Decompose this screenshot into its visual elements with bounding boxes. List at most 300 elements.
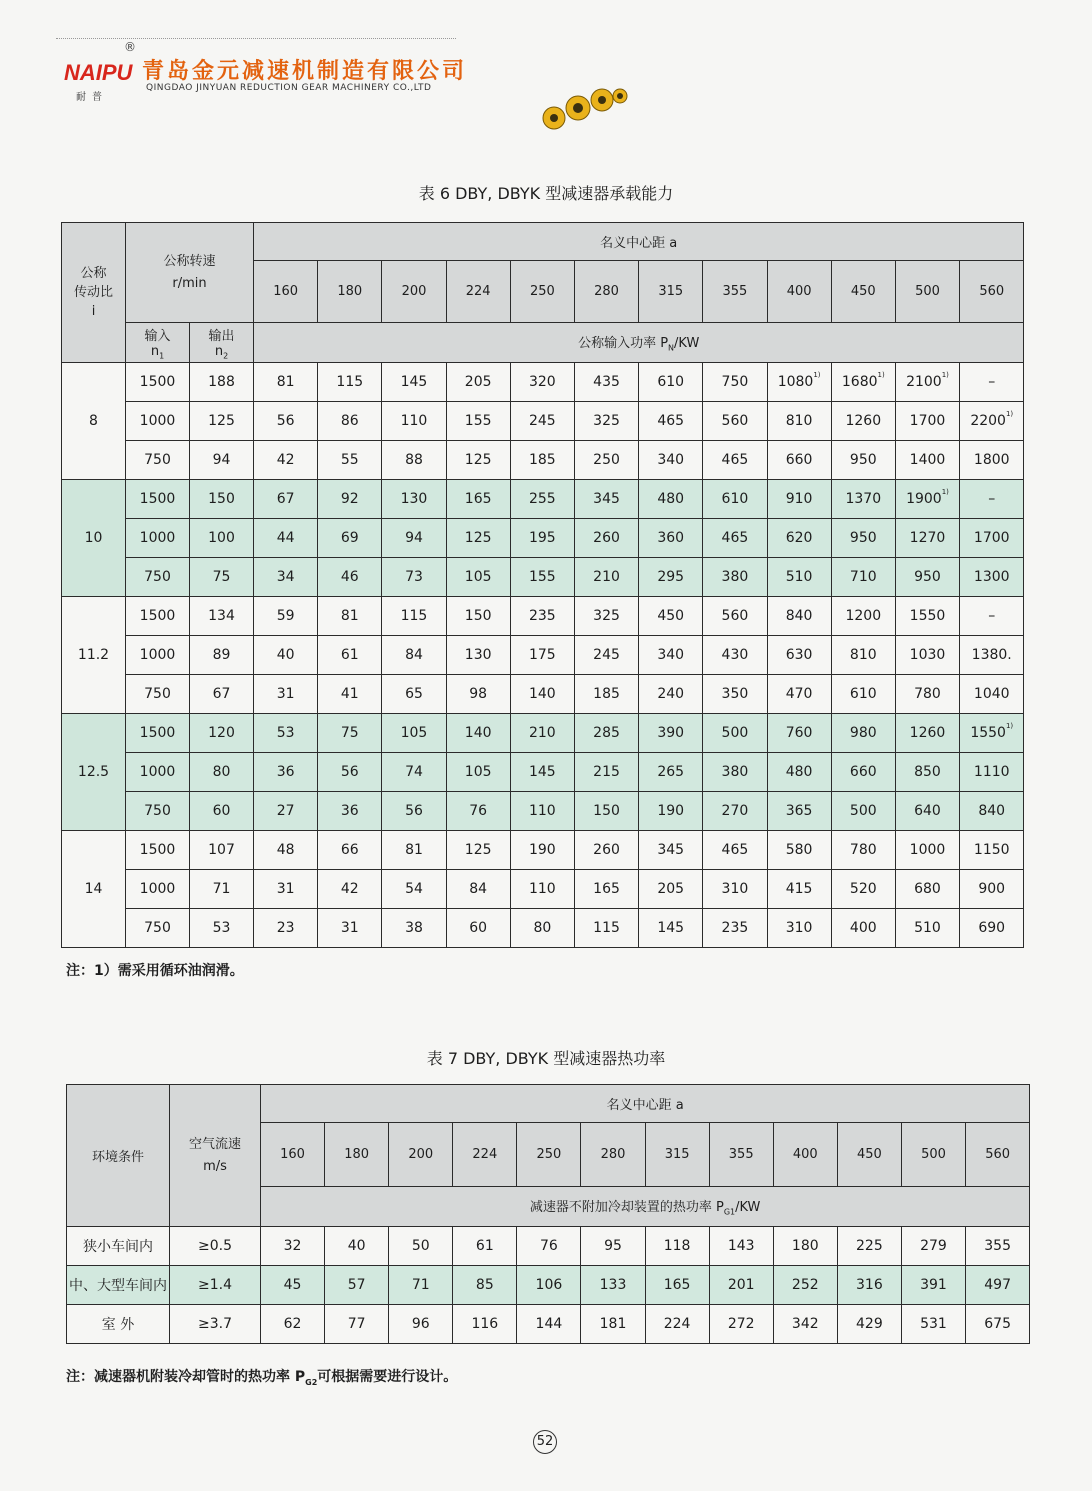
- power-value: 690: [978, 920, 1006, 936]
- power-value: 260: [593, 842, 620, 858]
- power-value: 1900: [906, 491, 942, 507]
- air-speed-cell: ≥0.5: [170, 1227, 261, 1266]
- power-cell: [510, 870, 574, 909]
- power-value: 325: [593, 608, 620, 624]
- thermal-power-cell: 201: [709, 1266, 773, 1305]
- power-value: 1380.: [971, 647, 1012, 663]
- power-cell: [767, 480, 831, 519]
- power-cell: [574, 909, 638, 948]
- power-value: 450: [657, 608, 685, 624]
- power-value: 465: [721, 452, 749, 468]
- power-cell: [831, 792, 895, 831]
- table-row: [62, 831, 1024, 870]
- table-row: [62, 909, 1024, 948]
- thermal-power-cell: 32: [261, 1227, 325, 1266]
- power-cell: [254, 714, 318, 753]
- power-cell: [831, 597, 895, 636]
- header-distance: 280: [574, 261, 638, 323]
- power-cell: [254, 792, 318, 831]
- power-value: 235: [528, 608, 556, 624]
- company-name-cn: 青岛金元减速机制造有限公司: [142, 59, 468, 84]
- table-row: [62, 441, 1024, 480]
- power-value: 92: [340, 491, 359, 507]
- power-cell: [703, 831, 767, 870]
- power-cell: [767, 792, 831, 831]
- power-cell: [767, 363, 831, 402]
- header-environment: 环境条件: [67, 1085, 170, 1227]
- power-cell: [703, 675, 767, 714]
- power-value: 205: [464, 374, 492, 390]
- table-row: [62, 636, 1024, 675]
- header-distance: 200: [382, 261, 446, 323]
- table-row: [62, 870, 1024, 909]
- power-cell: [639, 792, 703, 831]
- power-cell: [960, 636, 1024, 675]
- power-value: 295: [657, 569, 685, 585]
- air-speed-cell: ≥1.4: [170, 1266, 261, 1305]
- power-cell: [895, 675, 959, 714]
- table-row: [62, 753, 1024, 792]
- output-speed-cell: 75: [190, 558, 254, 597]
- power-value: 105: [464, 569, 492, 585]
- header-distance: 224: [453, 1123, 517, 1187]
- power-value: 27: [276, 803, 295, 819]
- power-value: 365: [785, 803, 813, 819]
- power-cell: [639, 753, 703, 792]
- power-cell: [382, 363, 446, 402]
- power-value: 900: [978, 881, 1006, 897]
- power-cell: [318, 675, 382, 714]
- power-cell: [960, 558, 1024, 597]
- header-dotted-line: [56, 38, 456, 39]
- power-value: 38: [405, 920, 423, 936]
- power-value: 390: [657, 725, 685, 741]
- power-value: 310: [785, 920, 813, 936]
- power-value: 53: [276, 725, 295, 741]
- power-value: 610: [721, 491, 749, 507]
- power-cell: [574, 519, 638, 558]
- power-cell: [831, 753, 895, 792]
- power-cell: [510, 480, 574, 519]
- table-row: [67, 1305, 1030, 1344]
- power-value: 115: [400, 608, 428, 624]
- environment-cell: 狭小车间内: [67, 1227, 170, 1266]
- power-value: 840: [785, 608, 813, 624]
- power-cell: [831, 636, 895, 675]
- power-cell: [254, 636, 318, 675]
- power-value: 465: [721, 530, 749, 546]
- output-speed-cell: 150: [190, 480, 254, 519]
- power-cell: [318, 909, 382, 948]
- thermal-power-cell: 342: [773, 1305, 837, 1344]
- power-cell: [639, 675, 703, 714]
- power-value: 55: [340, 452, 359, 468]
- power-cell: [574, 363, 638, 402]
- thermal-power-cell: 180: [773, 1227, 837, 1266]
- power-cell: [574, 441, 638, 480]
- power-cell: [895, 441, 959, 480]
- power-value: 2200: [970, 413, 1006, 429]
- power-value: 1550: [909, 608, 946, 624]
- power-value: 610: [657, 374, 685, 390]
- power-value: 210: [528, 725, 556, 741]
- power-value: 630: [785, 647, 813, 663]
- power-value: 145: [657, 920, 685, 936]
- power-cell: [639, 714, 703, 753]
- power-value: 145: [400, 374, 428, 390]
- power-cell: [510, 753, 574, 792]
- power-value: 640: [914, 803, 941, 819]
- input-speed-cell: 1000: [126, 870, 190, 909]
- power-value: 380: [721, 764, 749, 780]
- thermal-power-cell: 62: [261, 1305, 325, 1344]
- thermal-power-cell: 675: [966, 1305, 1030, 1344]
- ratio-cell: 14: [62, 831, 126, 948]
- power-value: 1030: [909, 647, 946, 663]
- power-cell: [254, 402, 318, 441]
- header-air-speed: 空气流速 m/s: [170, 1085, 261, 1227]
- thermal-power-cell: 116: [453, 1305, 517, 1344]
- thermal-power-cell: 40: [325, 1227, 389, 1266]
- power-cell: [510, 714, 574, 753]
- power-value: 140: [464, 725, 492, 741]
- power-cell: [574, 597, 638, 636]
- power-value: 610: [849, 686, 877, 702]
- thermal-power-cell: 96: [389, 1305, 453, 1344]
- output-speed-cell: 80: [190, 753, 254, 792]
- thermal-power-cell: 531: [901, 1305, 965, 1344]
- gears-icon: [536, 84, 632, 134]
- input-speed-cell: 1000: [126, 402, 190, 441]
- air-speed-cell: ≥3.7: [170, 1305, 261, 1344]
- table-row: [62, 792, 1024, 831]
- power-value: 81: [276, 374, 295, 390]
- power-value: 1000: [909, 842, 946, 858]
- power-cell: [254, 597, 318, 636]
- header-distance: 250: [517, 1123, 581, 1187]
- power-value: 84: [469, 881, 488, 897]
- input-speed-cell: 1000: [126, 519, 190, 558]
- table6-caption: 表 6 DBY, DBYK 型减速器承载能力: [418, 184, 674, 203]
- output-speed-cell: 67: [190, 675, 254, 714]
- power-value: 215: [593, 764, 620, 780]
- power-value: 48: [276, 842, 295, 858]
- power-cell: [254, 441, 318, 480]
- header-rated-power: 公称输入功率 $P_N/KW$: [254, 323, 1024, 363]
- thermal-power-cell: 279: [901, 1227, 965, 1266]
- power-value: 465: [721, 842, 749, 858]
- power-value: 75: [340, 725, 359, 741]
- power-value: 345: [657, 842, 685, 858]
- ratio-cell: 10: [62, 480, 126, 597]
- power-value: 660: [785, 452, 813, 468]
- power-cell: [510, 675, 574, 714]
- power-value: 105: [464, 764, 492, 780]
- header-distance: 560: [960, 261, 1024, 323]
- thermal-power-cell: 85: [453, 1266, 517, 1305]
- power-cell: [318, 441, 382, 480]
- header-distance: 180: [325, 1123, 389, 1187]
- power-cell: [382, 441, 446, 480]
- power-cell: [703, 909, 767, 948]
- table-row: [62, 363, 1024, 402]
- power-cell: [382, 402, 446, 441]
- power-cell: [703, 402, 767, 441]
- power-value: 500: [721, 725, 749, 741]
- input-speed-cell: 750: [126, 675, 190, 714]
- power-cell: [446, 870, 510, 909]
- power-cell: [574, 753, 638, 792]
- power-value: 1200: [845, 608, 882, 624]
- input-speed-cell: 1500: [126, 714, 190, 753]
- header-output-speed: 输出 $n_2$: [190, 323, 254, 363]
- power-cell: [960, 714, 1024, 753]
- table-row: [62, 519, 1024, 558]
- power-cell: [446, 831, 510, 870]
- power-value: 1400: [909, 452, 946, 468]
- power-cell: [960, 870, 1024, 909]
- power-cell: [960, 480, 1024, 519]
- power-cell: [767, 831, 831, 870]
- power-cell: [254, 675, 318, 714]
- power-value: 1110: [973, 764, 1010, 780]
- power-cell: [703, 480, 767, 519]
- power-value: 480: [785, 764, 813, 780]
- power-cell: [831, 402, 895, 441]
- thermal-power-cell: 316: [837, 1266, 901, 1305]
- power-value: 250: [593, 452, 620, 468]
- power-cell: [446, 675, 510, 714]
- power-cell: [510, 519, 574, 558]
- power-cell: [510, 441, 574, 480]
- power-cell: [895, 597, 959, 636]
- page-header: [56, 40, 616, 110]
- power-value: 54: [405, 881, 423, 897]
- power-cell: [574, 675, 638, 714]
- header-distance: 400: [773, 1123, 837, 1187]
- header-distance: 180: [318, 261, 382, 323]
- power-value: 500: [849, 803, 877, 819]
- power-value: 31: [276, 881, 295, 897]
- power-cell: [703, 519, 767, 558]
- header-distance: 450: [831, 261, 895, 323]
- power-cell: [318, 480, 382, 519]
- environment-cell: 室 外: [67, 1305, 170, 1344]
- power-value: 185: [593, 686, 620, 702]
- power-value: 1700: [909, 413, 946, 429]
- power-cell: [895, 519, 959, 558]
- footnote-mark: 1): [877, 371, 885, 379]
- power-cell: [831, 519, 895, 558]
- load-capacity-table: [61, 222, 1024, 948]
- power-value: 185: [528, 452, 556, 468]
- power-cell: [703, 597, 767, 636]
- power-value: 1040: [973, 686, 1010, 702]
- header-distance: 160: [261, 1123, 325, 1187]
- table-row: [67, 1266, 1030, 1305]
- svg-text:NAIPU: NAIPU: [64, 60, 133, 85]
- table6-note: 注：1）需采用循环油润滑。: [66, 963, 244, 979]
- header-distance: 224: [446, 261, 510, 323]
- power-value: 350: [721, 686, 749, 702]
- power-value: 36: [340, 803, 359, 819]
- company-name-en: QINGDAO JINYUAN REDUCTION GEAR MACHINERY CO.,LTD: [146, 83, 432, 93]
- power-cell: [831, 909, 895, 948]
- power-cell: [639, 558, 703, 597]
- thermal-power-cell: 77: [325, 1305, 389, 1344]
- power-cell: [703, 792, 767, 831]
- power-value: 1150: [973, 842, 1010, 858]
- power-cell: [960, 441, 1024, 480]
- header-distance: 500: [895, 261, 959, 323]
- power-value: –: [988, 608, 996, 624]
- header-distance: 250: [510, 261, 574, 323]
- power-cell: [767, 870, 831, 909]
- power-value: 56: [405, 803, 423, 819]
- power-cell: [574, 558, 638, 597]
- power-value: 430: [721, 647, 749, 663]
- power-cell: [574, 714, 638, 753]
- power-value: 195: [528, 530, 556, 546]
- naipu-logo-icon: [62, 54, 133, 88]
- power-cell: [510, 402, 574, 441]
- thermal-power-cell: 95: [581, 1227, 645, 1266]
- power-cell: [446, 792, 510, 831]
- power-cell: [639, 597, 703, 636]
- power-value: 470: [785, 686, 813, 702]
- power-cell: [510, 636, 574, 675]
- power-value: 270: [721, 803, 749, 819]
- power-cell: [574, 402, 638, 441]
- power-cell: [960, 909, 1024, 948]
- header-distance: 355: [703, 261, 767, 323]
- power-cell: [382, 870, 446, 909]
- power-cell: [895, 402, 959, 441]
- output-speed-cell: 60: [190, 792, 254, 831]
- power-value: 580: [785, 842, 813, 858]
- header-distance: 400: [767, 261, 831, 323]
- power-value: 140: [528, 686, 556, 702]
- power-cell: [639, 909, 703, 948]
- power-value: 750: [721, 374, 749, 390]
- power-cell: [382, 792, 446, 831]
- power-value: 400: [849, 920, 877, 936]
- power-value: 710: [849, 569, 877, 585]
- thermal-power-cell: 429: [837, 1305, 901, 1344]
- power-cell: [510, 363, 574, 402]
- power-cell: [318, 870, 382, 909]
- output-speed-cell: 120: [190, 714, 254, 753]
- header-distance: 355: [709, 1123, 773, 1187]
- page-number: 52: [533, 1430, 557, 1454]
- power-cell: [767, 402, 831, 441]
- power-cell: [767, 597, 831, 636]
- power-value: 150: [464, 608, 492, 624]
- header-center-distance: 名义中心距 a: [261, 1085, 1030, 1123]
- output-speed-cell: 188: [190, 363, 254, 402]
- table-row: [62, 480, 1024, 519]
- output-speed-cell: 71: [190, 870, 254, 909]
- input-speed-cell: 1000: [126, 636, 190, 675]
- power-cell: [574, 480, 638, 519]
- power-value: 190: [657, 803, 685, 819]
- power-value: 110: [528, 881, 556, 897]
- power-value: 73: [405, 569, 423, 585]
- power-cell: [574, 636, 638, 675]
- power-value: 105: [400, 725, 428, 741]
- power-cell: [767, 441, 831, 480]
- input-speed-cell: 1500: [126, 597, 190, 636]
- power-value: 320: [528, 374, 556, 390]
- power-cell: [574, 831, 638, 870]
- power-cell: [767, 636, 831, 675]
- power-value: 115: [593, 920, 620, 936]
- power-value: 115: [336, 374, 364, 390]
- power-value: 65: [405, 686, 423, 702]
- power-value: 69: [340, 530, 359, 546]
- power-cell: [960, 402, 1024, 441]
- output-speed-cell: 134: [190, 597, 254, 636]
- thermal-power-cell: 50: [389, 1227, 453, 1266]
- input-speed-cell: 750: [126, 441, 190, 480]
- input-speed-cell: 1500: [126, 480, 190, 519]
- thermal-power-cell: 252: [773, 1266, 837, 1305]
- power-cell: [831, 363, 895, 402]
- power-value: 510: [785, 569, 813, 585]
- power-cell: [767, 909, 831, 948]
- power-cell: [960, 753, 1024, 792]
- power-cell: [960, 675, 1024, 714]
- power-value: 1300: [973, 569, 1010, 585]
- power-cell: [382, 714, 446, 753]
- power-value: 780: [849, 842, 877, 858]
- thermal-power-cell: 61: [453, 1227, 517, 1266]
- thermal-power-cell: 76: [517, 1227, 581, 1266]
- power-value: 42: [276, 452, 295, 468]
- power-cell: [446, 714, 510, 753]
- power-cell: [510, 597, 574, 636]
- header-distance: 200: [389, 1123, 453, 1187]
- power-cell: [895, 792, 959, 831]
- power-cell: [318, 558, 382, 597]
- header-distance: 500: [901, 1123, 965, 1187]
- power-value: 1080: [777, 374, 814, 390]
- power-value: 380: [721, 569, 749, 585]
- environment-cell: 中、大型车间内: [67, 1266, 170, 1305]
- power-cell: [831, 714, 895, 753]
- power-value: 155: [464, 413, 492, 429]
- power-cell: [446, 519, 510, 558]
- power-cell: [703, 441, 767, 480]
- registered-mark: ®: [124, 40, 136, 54]
- power-value: 360: [657, 530, 685, 546]
- power-value: 1800: [973, 452, 1010, 468]
- power-value: 76: [469, 803, 488, 819]
- power-cell: [254, 558, 318, 597]
- power-value: 80: [533, 920, 552, 936]
- table-row: [62, 597, 1024, 636]
- input-speed-cell: 1500: [126, 831, 190, 870]
- power-value: 285: [593, 725, 620, 741]
- power-value: 810: [849, 647, 877, 663]
- power-value: 74: [405, 764, 423, 780]
- power-value: 98: [469, 686, 488, 702]
- power-value: 125: [464, 452, 492, 468]
- thermal-power-cell: 497: [966, 1266, 1030, 1305]
- power-cell: [254, 870, 318, 909]
- thermal-power-cell: 355: [966, 1227, 1030, 1266]
- power-cell: [254, 480, 318, 519]
